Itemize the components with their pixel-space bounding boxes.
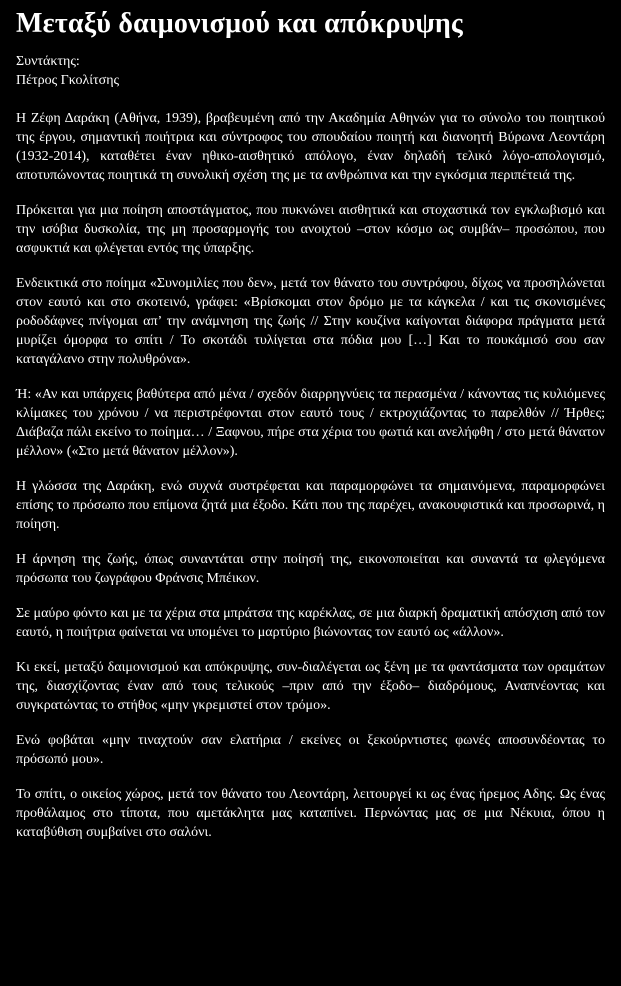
paragraph: Κι εκεί, μεταξύ δαιμονισμού και απόκρυψης, συν-διαλέγεται ως ξένη με τα φαντάσματα των οραμάτων της, διασχίζοντας έναν από τους τελικούς –πριν από την έξοδο– διαδρόμους, Αναπνέοντας και συγκρατώντας το στήθος «μην γκρεμιστεί στον τρόμο».	[16, 660, 605, 713]
paragraph: Ενδεικτικά στο ποίημα «Συνομιλίες που δεν», μετά τον θάνατο του συντρόφου, δίχως να προσηλώνεται στον εαυτό και στο σκοτεινό, γράφει: «Βρίσκομαι στον δρόμο με τα κάγκελα / και τις σκονισμένες ροδοδάφνες πνίγομαι απ’ την ανάμνηση της ζωής // Στην κουζίνα καίγονται διάφορα πράγματα μετά μυρίζει όμορφα το σπίτι / Το σκοτάδι τυλίγεται στα πόδια μου […] Και το πουκάμισό σου σαν καταγάλανο στην πολυθρόνα».	[16, 276, 605, 367]
paragraph: Η Ζέφη Δαράκη (Αθήνα, 1939), βραβευμένη από την Ακαδημία Αθηνών για το σύνολο του ποιητικού της έργου, σημαντική ποιήτρια και σύντροφος του σπουδαίου ποιητή και διανοητή Βύρωνα Λεοντάρη (1932-2014), καταθέτει έναν ηθικο-αισθητικό απόλογο, έναν δηλαδή τελικό λόγο-απολογισμό, αποτυπώνοντας ποιητικά τη συνολική σχέση της με τα ανθρώπινα και την εγκόσμια περιπέτειά της.	[16, 111, 605, 183]
article-body	[16, 109, 605, 842]
author-label: Συντάκτης:	[16, 54, 80, 69]
paragraph: Πρόκειται για μια ποίηση αποστάγματος, που πυκνώνει αισθητικά και στοχαστικά τον εγκλωβισμό και την ισόβια δυσκολία, της μη προσαρμογής του ανοιχτού –στον κόσμο ως συμβάν– προσώπου, που ασφυκτιά και φλέγεται εντός της ύπαρξης.	[16, 203, 605, 256]
author-block	[16, 52, 605, 90]
author-name: Πέτρος Γκολίτσης	[16, 73, 120, 88]
article-title: Μεταξύ δαιμονισμού και απόκρυψης	[16, 8, 463, 39]
paragraph: Ή: «Αν και υπάρχεις βαθύτερα από μένα / σχεδόν διαρρηγνύεις τα περασμένα / κάνοντας τις κυλιόμενες κλίμακες του χρόνου / να περιστρέφονται στον εαυτό τους / εκτροχιάζοντας το παρελθόν // Ήρθες; Διάβαζα πάλι εκείνο το ποίημα… / Ξαφνου, πήρε στα χέρια του φωτιά και ανελήφθη / στο μετά θάνατον μέλλον» («Στο μετά θάνατον μέλλον»).	[16, 387, 605, 459]
paragraph: Ενώ φοβάται «μην τιναχτούν σαν ελατήρια / εκείνες οι ξεκούρντιστες φωνές αποσυνδέοντας το πρόσωπό μου».	[16, 733, 605, 767]
paragraph: Σε μαύρο φόντο και με τα χέρια στα μπράτσα της καρέκλας, σε μια διαρκή δραματική απόσχιση από τον εαυτό, η ποιήτρια φαίνεται να υπομένει το μαρτύριο βιώνοντας τον εαυτό ως «άλλον».	[16, 606, 605, 640]
paragraph: Το σπίτι, ο οικείος χώρος, μετά τον θάνατο του Λεοντάρη, λειτουργεί κι ως ένας ήρεμος Αδης. Ως ένας προθάλαμος στο τίποτα, που αμετάκλητα μας καταπίνει. Περνώντας μας σε μια Νέκυια, όπου η καταβύθιση συμβαίνει στο σαλόνι.	[16, 787, 605, 840]
paragraph: Η γλώσσα της Δαράκη, ενώ συχνά συστρέφεται και παραμορφώνει τα σημαινόμενα, παραμορφώνει επίσης το πρόσωπο που επίμονα ζητά μια έξοδο. Κάτι που της παρέχει, ανακουφιστικά και προσωρινά, η ποίηση.	[16, 479, 605, 532]
paragraph: Η άρνηση της ζωής, όπως συναντάται στην ποίησή της, εικονοποιείται και συναντά τα φλεγόμενα πρόσωπα του ζωγράφου Φράνσις Μπέικον.	[16, 552, 605, 586]
